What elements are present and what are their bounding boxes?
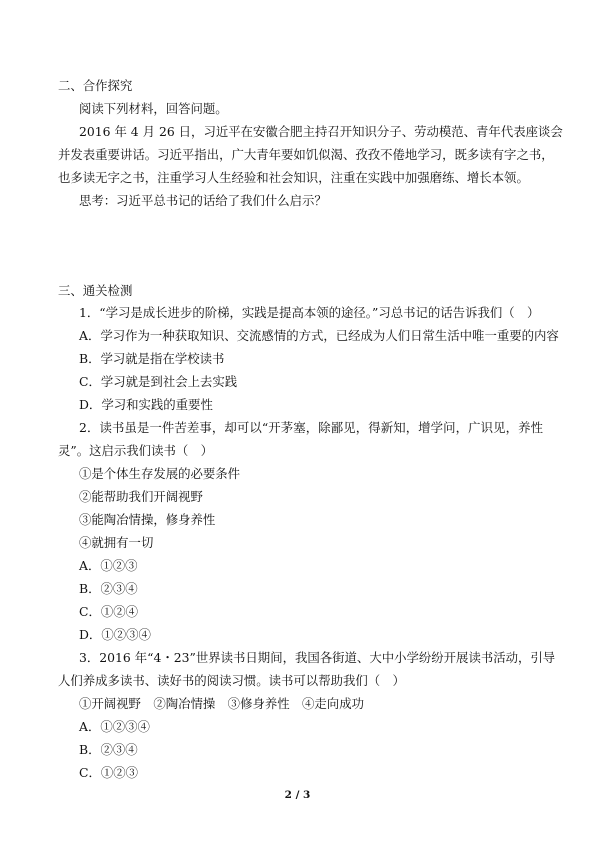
section-heading-cooperative-inquiry: 二、合作探究	[58, 78, 133, 93]
q3-statements: ①开阔视野 ②陶冶情操 ③修身养性 ④走向成功	[79, 696, 364, 711]
material-line-2: 并发表重要讲话。习近平指出，广大青年要如饥似渴、孜孜不倦地学习，既多读有字之书，	[58, 147, 554, 162]
q2-option-a: A．①②③	[79, 558, 138, 573]
q3-stem-line-2: 人们养成多读书、读好书的阅读习惯。读书可以帮助我们（ ）	[58, 673, 405, 688]
q2-statement-4: ④就拥有一切	[79, 535, 154, 550]
section-heading-level-test: 三、通关检测	[58, 283, 133, 298]
q1-option-a: A．学习作为一种获取知识、交流感情的方式，已经成为人们日常生活中唯一重要的内容	[79, 328, 559, 343]
q2-statement-3: ③能陶冶情操，修身养性	[79, 512, 216, 527]
q2-option-c: C．①②④	[79, 604, 139, 619]
q2-statement-2: ②能帮助我们开阔视野	[79, 489, 203, 504]
thinking-question: 思考：习近平总书记的话给了我们什么启示？	[79, 193, 327, 208]
q1-option-d: D．学习和实践的重要性	[79, 397, 213, 412]
material-line-1: 2016 年 4 月 26 日，习近平在安徽合肥主持召开知识分子、劳动模范、青年代表座谈会	[79, 124, 563, 139]
q3-option-a: A．①②③④	[79, 719, 150, 734]
page-number: 2 / 3	[284, 789, 311, 801]
material-line-3: 也多读无字之书，注重学习人生经验和社会知识，注重在实践中加强磨练、增长本领。	[58, 170, 529, 185]
q1-option-c: C．学习就是到社会上去实践	[79, 374, 238, 389]
q2-option-b: B．②③④	[79, 581, 138, 596]
q2-stem-line-2: 灵”。这启示我们读书（ ）	[58, 443, 214, 458]
q2-option-d: D．①②③④	[79, 627, 151, 642]
q2-stem-line-1: 2．读书虽是一件苦差事，却可以“开茅塞，除鄙见，得新知，增学问，广识见，养性	[79, 420, 543, 435]
q1-stem: 1．“学习是成长进步的阶梯，实践是提高本领的途径。”习总书记的话告诉我们（ ）	[79, 305, 540, 320]
q1-option-b: B．学习就是指在学校读书	[79, 351, 225, 366]
q3-option-c: C．①②③	[79, 765, 139, 780]
q2-statement-1: ①是个体生存发展的必要条件	[79, 466, 241, 481]
q3-stem-line-1: 3．2016 年“4・23”世界读书日期间，我国各街道、大中小学纷纷开展读书活动，引导	[79, 650, 556, 665]
q3-option-b: B．②③④	[79, 742, 138, 757]
reading-instruction: 阅读下列材料，回答问题。	[79, 101, 228, 116]
